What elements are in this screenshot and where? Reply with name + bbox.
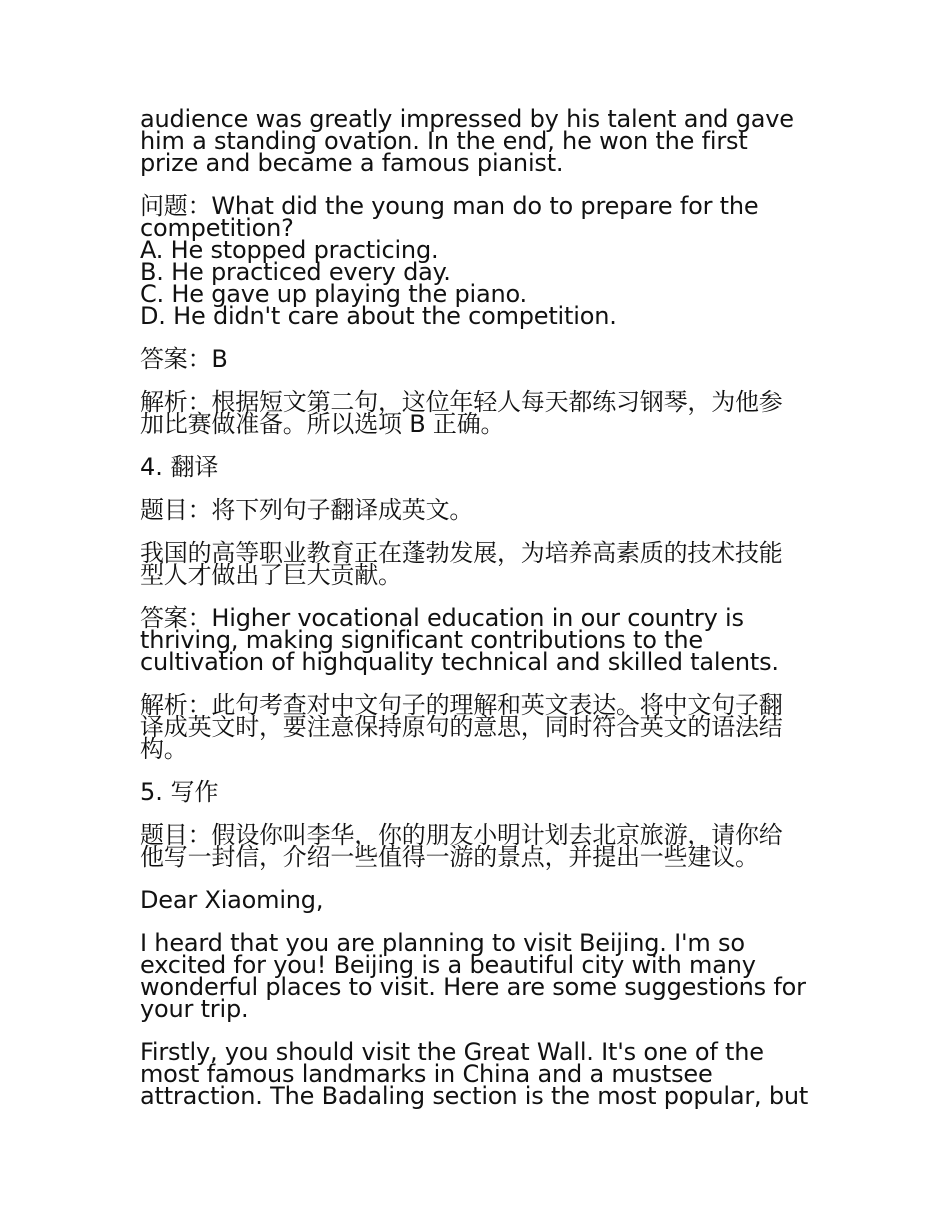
option-d: D. He didn't care about the competition.: [140, 302, 617, 330]
text-line: him a standing ovation. In the end, he won the first: [140, 127, 748, 155]
letter-salutation: [140, 886, 812, 914]
question-text: competition?: [140, 214, 294, 242]
section-heading-writing: [140, 778, 812, 806]
letter-text: excited for you! Beijing is a beautiful city with many: [140, 951, 756, 979]
document-page: [140, 105, 812, 1128]
analysis-text: 构。: [140, 735, 188, 763]
letter-paragraph-2: [140, 1038, 812, 1110]
heading-text: 5. 写作: [140, 778, 219, 806]
analysis-text: 加比赛做准备。所以选项 B 正确。: [140, 410, 505, 438]
letter-text: Firstly, you should visit the Great Wall. It's one of the: [140, 1038, 764, 1066]
heading-text: 4. 翻译: [140, 453, 219, 481]
sentence-text: 型人才做出了巨大贡献。: [140, 561, 402, 589]
topic-text: 他写一封信，介绍一些值得一游的景点，并提出一些建议。: [140, 843, 759, 871]
letter-text: your trip.: [140, 995, 249, 1023]
topic-text: 题目：假设你叫李华，你的朋友小明计划去北京旅游，请你给: [140, 821, 783, 849]
topic-text: 题目：将下列句子翻译成英文。: [140, 496, 474, 524]
letter-paragraph-1: [140, 929, 812, 1023]
question-text: 问题：What did the young man do to prepare for the: [140, 192, 759, 220]
answer-text: thriving, making significant contributions to the: [140, 626, 703, 654]
answer-text: 答案：Higher vocational education in our country is: [140, 604, 744, 632]
analysis-text: 译成英文时，要注意保持原句的意思，同时符合英文的语法结: [140, 713, 783, 741]
analysis-3: [140, 388, 812, 438]
topic-4: [140, 496, 812, 524]
paragraph-story-ending: [140, 105, 812, 177]
answer-3: [140, 345, 812, 373]
option-a: A. He stopped practicing.: [140, 236, 439, 264]
salutation-text: Dear Xiaoming,: [140, 886, 324, 914]
analysis-4: [140, 691, 812, 763]
letter-text: I heard that you are planning to visit Beijing. I'm so: [140, 929, 745, 957]
answer-text: 答案：B: [140, 345, 228, 373]
answer-text: cultivation of highquality technical and skilled talents.: [140, 648, 779, 676]
topic-5: [140, 821, 812, 871]
sentence-text: 我国的高等职业教育正在蓬勃发展，为培养高素质的技术技能: [140, 539, 783, 567]
source-sentence: [140, 539, 812, 589]
text-line: audience was greatly impressed by his talent and gave: [140, 105, 794, 133]
analysis-text: 解析：根据短文第二句，这位年轻人每天都练习钢琴，为他参: [140, 388, 783, 416]
question-block: [140, 192, 812, 330]
letter-text: attraction. The Badaling section is the most popular, but: [140, 1082, 809, 1110]
option-c: C. He gave up playing the piano.: [140, 280, 527, 308]
letter-text: wonderful places to visit. Here are some suggestions for: [140, 973, 806, 1001]
answer-4: [140, 604, 812, 676]
text-line: prize and became a famous pianist.: [140, 149, 564, 177]
option-b: B. He practiced every day.: [140, 258, 451, 286]
letter-text: most famous landmarks in China and a mustsee: [140, 1060, 713, 1088]
analysis-text: 解析：此句考查对中文句子的理解和英文表达。将中文句子翻: [140, 691, 783, 719]
section-heading-translation: [140, 453, 812, 481]
